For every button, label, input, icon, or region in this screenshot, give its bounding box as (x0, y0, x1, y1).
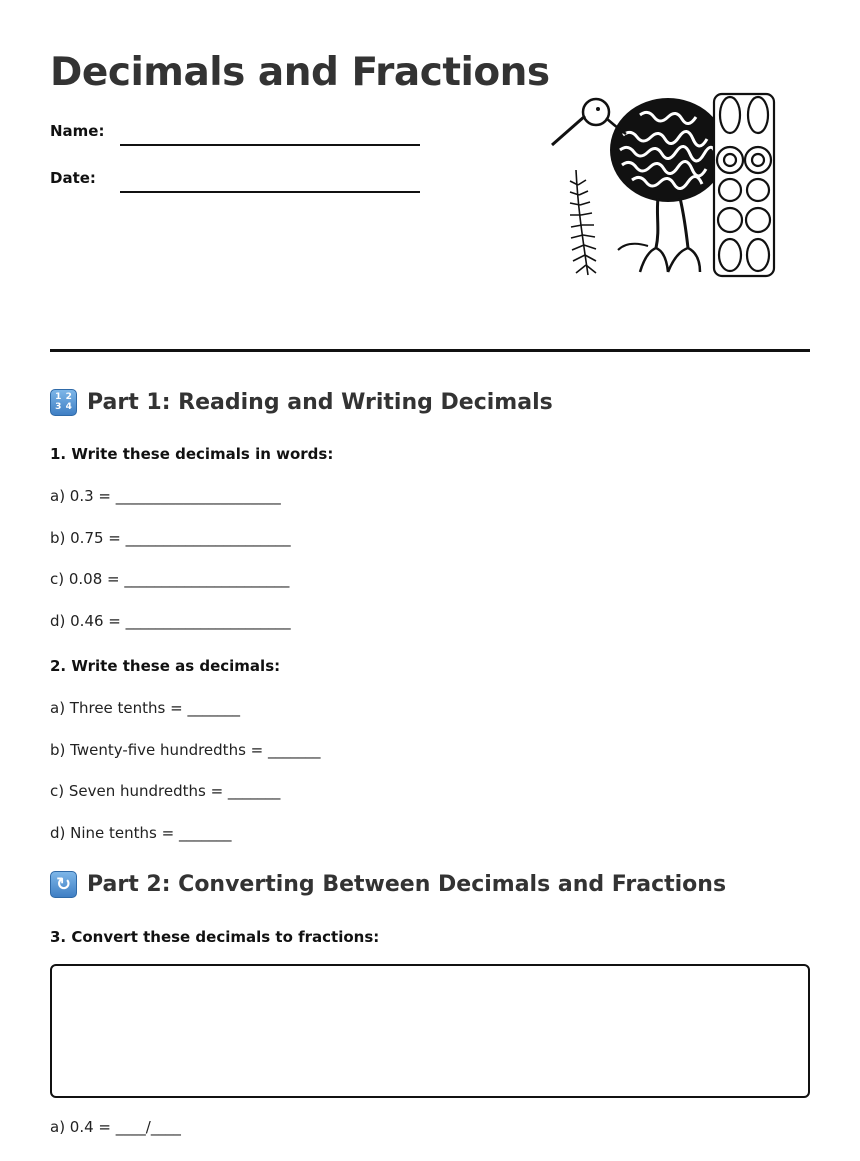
section-divider (50, 349, 810, 352)
answer-box[interactable] (50, 964, 810, 1098)
input-numbers-icon: 1 2 3 4 (50, 389, 77, 416)
counterclockwise-arrows-icon: ↻ (50, 871, 77, 898)
question-1-prompt: 1. Write these decimals in words: (50, 445, 334, 463)
page-title: Decimals and Fractions (50, 50, 550, 95)
q1-item-b[interactable]: b) 0.75 = ______________________ (50, 529, 291, 547)
q3-item-a[interactable]: a) 0.4 = ____/____ (50, 1118, 181, 1136)
part1-heading-text: Part 1: Reading and Writing Decimals (87, 390, 553, 415)
name-line[interactable] (120, 144, 420, 146)
part2-heading-text: Part 2: Converting Between Decimals and Fractions (87, 872, 727, 897)
carving-icon (714, 94, 774, 276)
fern-icon (570, 170, 596, 275)
part2-heading (50, 871, 726, 898)
q2-item-b[interactable]: b) Twenty-five hundredths = _______ (50, 741, 321, 759)
q2-item-a[interactable]: a) Three tenths = _______ (50, 699, 240, 717)
part1-heading (50, 389, 553, 416)
q2-item-c[interactable]: c) Seven hundredths = _______ (50, 782, 281, 800)
question-3-prompt: 3. Convert these decimals to fractions: (50, 928, 380, 946)
q1-item-d[interactable]: d) 0.46 = ______________________ (50, 612, 291, 630)
q1-item-c[interactable]: c) 0.08 = ______________________ (50, 570, 290, 588)
q1-item-a[interactable]: a) 0.3 = ______________________ (50, 487, 281, 505)
question-2-prompt: 2. Write these as decimals: (50, 657, 281, 675)
date-label: Date: (50, 169, 96, 187)
date-line[interactable] (120, 191, 420, 193)
kiwi-bird-illustration (548, 90, 778, 280)
name-label: Name: (50, 122, 105, 140)
q2-item-d[interactable]: d) Nine tenths = _______ (50, 824, 232, 842)
